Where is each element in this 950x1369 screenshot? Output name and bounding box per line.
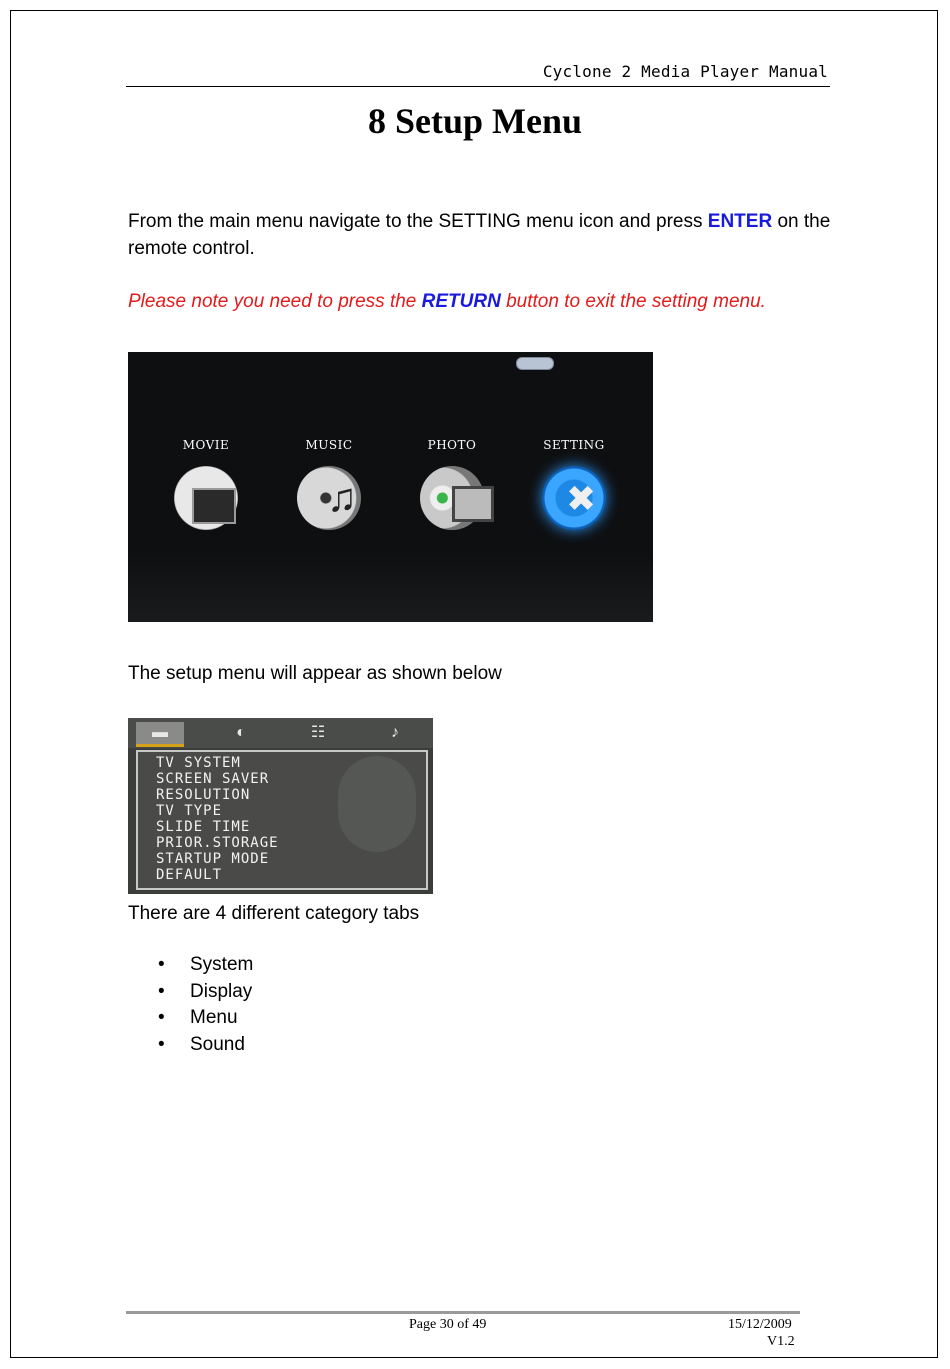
main-menu-screenshot xyxy=(128,352,653,622)
menu-label: MOVIE xyxy=(182,438,230,452)
category-system: System xyxy=(190,954,254,975)
main-menu-item-setting[interactable] xyxy=(529,438,619,530)
bullet: • xyxy=(158,1033,165,1055)
bullet: • xyxy=(158,980,165,1002)
menu-label: PHOTO xyxy=(427,438,477,452)
return-key: RETURN xyxy=(421,291,501,312)
footer-date: 15/12/2009 xyxy=(728,1317,792,1332)
menu-icon: ☷ xyxy=(310,724,326,741)
photo-icon xyxy=(420,466,484,530)
running-header xyxy=(126,60,830,87)
footer-version: V1.2 xyxy=(767,1334,795,1349)
note-text-end: button to exit the setting menu. xyxy=(500,291,766,312)
bullet: • xyxy=(158,954,165,975)
main-menu-item-photo[interactable] xyxy=(407,438,497,530)
page-number: Page 30 of 49 xyxy=(409,1317,487,1332)
tab-system[interactable] xyxy=(136,722,184,747)
header-text: Cyclone 2 Media Player Manual xyxy=(542,62,828,81)
setup-option[interactable]: SLIDE TIME xyxy=(156,819,251,835)
tab-menu[interactable] xyxy=(294,722,342,744)
category-sound: Sound xyxy=(190,1033,245,1055)
setup-option[interactable]: TV SYSTEM xyxy=(156,755,241,771)
gear-tools-icon xyxy=(542,466,606,530)
setup-tab-bar xyxy=(128,718,433,748)
setup-option[interactable]: STARTUP MODE xyxy=(156,851,270,867)
category-display: Display xyxy=(190,980,253,1002)
tab-sound[interactable] xyxy=(371,722,419,744)
setup-option[interactable]: SCREEN SAVER xyxy=(156,771,270,787)
footer-rule xyxy=(126,1311,800,1314)
menu-label: SETTING xyxy=(543,438,605,452)
setup-option[interactable]: TV TYPE xyxy=(156,803,223,819)
note-text: Please note you need to press the xyxy=(128,291,422,312)
intro-text-end: on the remote control. xyxy=(128,211,831,259)
setup-option[interactable]: DEFAULT xyxy=(156,867,223,883)
main-menu-item-music[interactable] xyxy=(284,438,374,530)
categories-intro: There are 4 different category tabs xyxy=(128,903,420,924)
music-disc-icon xyxy=(297,466,361,530)
intro-text: From the main menu navigate to the SETTING menu icon and press xyxy=(128,211,708,232)
setup-option[interactable]: PRIOR.STORAGE xyxy=(156,835,279,851)
usb-icon xyxy=(516,357,554,370)
display-icon: ◐ xyxy=(236,724,246,741)
sound-icon: ♪ xyxy=(391,724,399,741)
film-reel-icon xyxy=(174,466,238,530)
enter-key: ENTER xyxy=(707,211,773,232)
section-title: 8 Setup Menu xyxy=(367,101,583,141)
category-menu: Menu xyxy=(190,1007,238,1028)
tab-display[interactable] xyxy=(217,722,265,744)
return-note xyxy=(128,288,833,315)
intro-paragraph xyxy=(128,208,833,262)
setup-options-panel xyxy=(136,750,428,890)
system-icon: ▬ xyxy=(152,724,168,741)
main-menu-item-movie[interactable] xyxy=(161,438,251,530)
bullet: • xyxy=(158,1007,165,1028)
menu-label: MUSIC xyxy=(305,438,353,452)
setup-option[interactable]: RESOLUTION xyxy=(156,787,251,803)
background-graphic xyxy=(338,756,416,852)
setup-menu-screenshot xyxy=(128,718,433,894)
setup-caption: The setup menu will appear as shown below xyxy=(128,663,502,684)
